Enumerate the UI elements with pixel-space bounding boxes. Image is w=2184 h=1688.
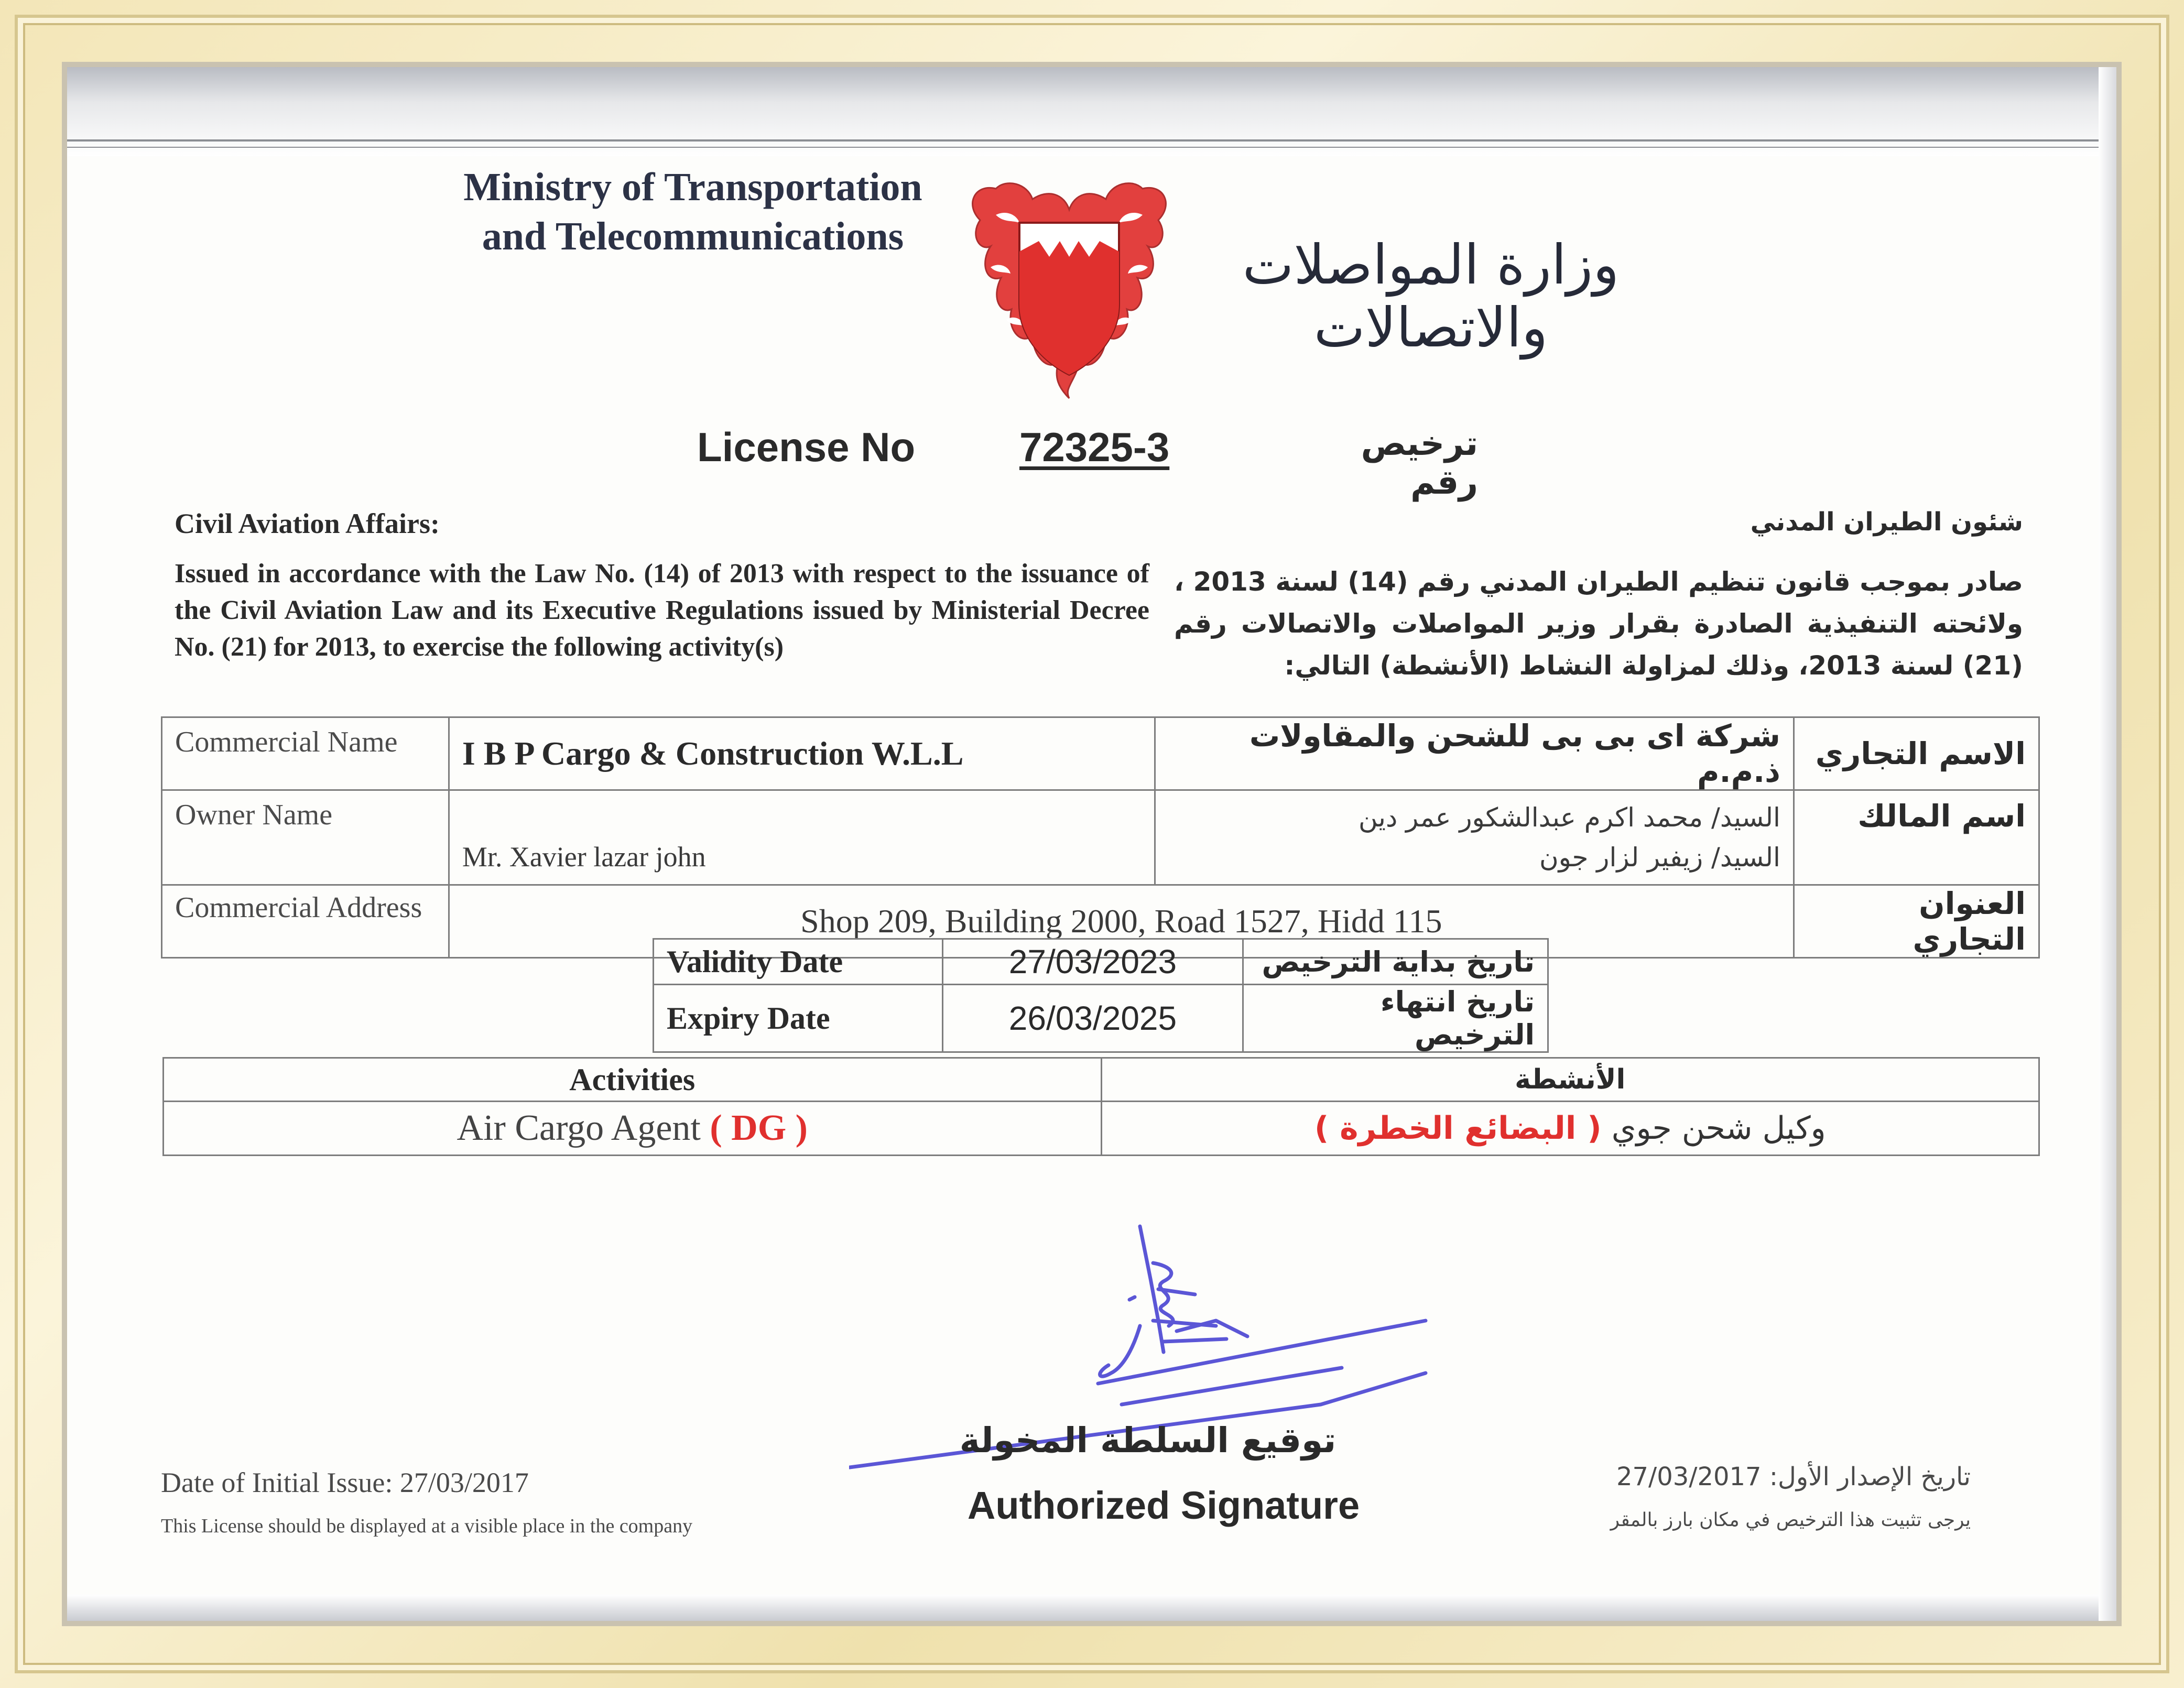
activities-table <box>162 1057 2040 1156</box>
commercial-address-label-en: Commercial Address <box>162 885 449 958</box>
validity-date-label-ar: تاريخ بداية الترخيص <box>1243 939 1548 985</box>
intro-text-en: Issued in accordance with the Law No. (14) of 2013 with respect to the issuance of the Civil Aviation Law and its Executive Regulations issued by Ministerial Decree No. (21) for 2013, to exercise the following activity(s) <box>175 559 1149 662</box>
commercial-name-label-en: Commercial Name <box>162 717 449 790</box>
commercial-address-label-ar: العنوان التجاري <box>1794 885 2039 958</box>
top-rule-thin <box>67 147 2116 148</box>
owner-name-label-en: Owner Name <box>162 790 449 885</box>
expiry-date-value: 26/03/2025 <box>943 985 1243 1052</box>
owner-name-cell-ar <box>1155 790 1794 885</box>
license-label-en: License No <box>697 424 916 470</box>
initial-issue-date-en: Date of Initial Issue: 27/03/2017 <box>161 1467 529 1498</box>
owner-name-value-ar-2: السيد/ زيفير لزار جون <box>1539 842 1780 873</box>
activity-dg-tag-en: ( DG ) <box>710 1108 808 1148</box>
section-title-ar: شئون الطيران المدني <box>1750 507 2023 537</box>
expiry-date-row <box>654 985 1548 1052</box>
activity-dg-tag-ar: ( البضائع الخطرة ) <box>1314 1110 1602 1147</box>
ministry-name-ar: وزارة المواصلات والاتصالات <box>1242 233 1620 360</box>
expiry-date-label-en: Expiry Date <box>654 985 943 1052</box>
paper-top-band <box>67 67 2116 156</box>
paper-right-shade <box>2099 67 2116 1621</box>
commercial-name-row <box>162 717 2039 790</box>
validity-date-value: 27/03/2023 <box>943 939 1243 985</box>
expiry-date-label-ar: تاريخ انتهاء الترخيص <box>1243 985 1548 1052</box>
commercial-name-label-ar: الاسم التجاري <box>1794 717 2039 790</box>
activities-header-ar: الأنشطة <box>1101 1058 2039 1102</box>
owner-name-label-ar: اسم المالك <box>1794 790 2039 885</box>
activities-value-row <box>164 1102 2039 1156</box>
activity-value-en-cell <box>164 1102 1102 1156</box>
activities-header-en: Activities <box>164 1058 1102 1102</box>
commercial-name-value-en: I B P Cargo & Construction W.L.L <box>449 717 1155 790</box>
validity-date-label-en: Validity Date <box>654 939 943 985</box>
bahrain-coat-of-arms-icon <box>959 173 1179 404</box>
signature-label-en: Authorized Signature <box>967 1484 1360 1527</box>
activity-value-ar: وكيل شحن جوي <box>1601 1110 1826 1147</box>
display-note-en: This License should be displayed at a visible place in the company <box>161 1515 693 1537</box>
ministry-name-en-line1: Ministry of Transportation <box>463 165 922 209</box>
signature-label-ar: توقيع السلطة المخولة <box>959 1420 1337 1461</box>
dates-table <box>653 938 1549 1053</box>
section-title-en: Civil Aviation Affairs: <box>175 508 440 539</box>
owner-name-row <box>162 790 2039 885</box>
intro-text-ar: صادر بموجب قانون تنظيم الطيران المدني رقم (14) لسنة 2013 ، ولائحته التنفيذية الصادرة بقرار وزير المواصلات والاتصالات رقم (21) لسنة 2013، وذلك لمزاولة النشاط (الأنشطة) التالي: <box>1174 567 2023 681</box>
validity-date-row <box>654 939 1548 985</box>
activity-value-ar-cell <box>1101 1102 2039 1156</box>
commercial-name-value-ar: شركة اى بى بى للشحن والمقاولات ذ.م.م <box>1155 717 1794 790</box>
paper-bottom-band <box>67 1595 2116 1621</box>
ministry-name-en <box>436 162 950 261</box>
initial-issue-date-ar: تاريخ الإصدار الأول: 27/03/2017 <box>1616 1462 1971 1491</box>
activities-header-row <box>164 1058 2039 1102</box>
owner-name-value-en: Mr. Xavier lazar john <box>462 841 706 873</box>
ministry-name-en-line2: and Telecommunications <box>482 214 904 258</box>
license-details-table <box>161 716 2040 959</box>
commercial-address-value: Shop 209, Building 2000, Road 1527, Hidd 115 <box>449 885 1794 958</box>
display-note-ar: يرجى تثبيت هذا الترخيص في مكان بارز بالمقر <box>1610 1509 1971 1531</box>
top-rule <box>67 139 2116 141</box>
license-number: 72325-3 <box>1019 424 1170 470</box>
owner-name-cell-en <box>449 790 1155 885</box>
license-label-ar: ترخيص رقم <box>1361 424 1478 502</box>
activity-value-en: Air Cargo Agent <box>457 1108 710 1148</box>
owner-name-value-ar-1: السيد/ محمد اكرم عبدالشكور عمر دين <box>1359 802 1780 833</box>
